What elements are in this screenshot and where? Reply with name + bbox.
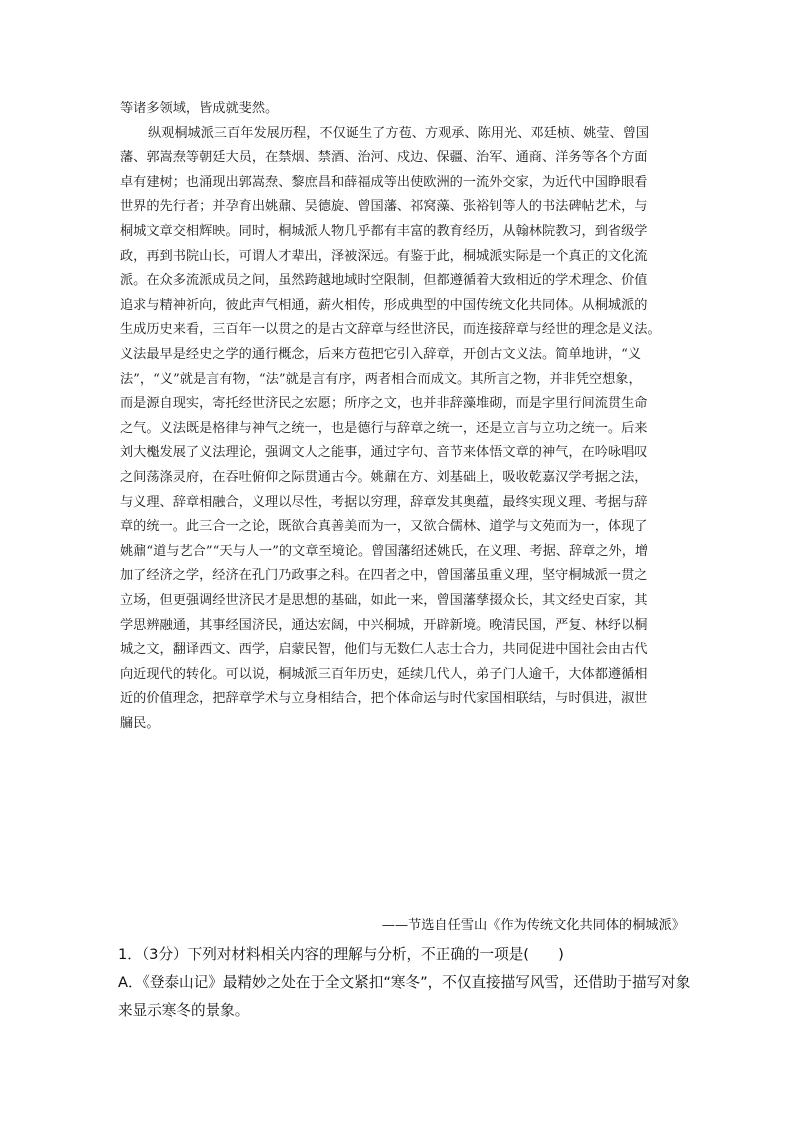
passage-line: 城之文，翻译西文、西学，启蒙民智，他们与无数仁人志士合力，共同促进中国社会由古代 — [120, 642, 648, 658]
passage-line: 世界的先行者；并孕育出姚鼐、吴德旋、曾国藩、祁窝藻、张裕钊等人的书法碑帖艺术，与 — [120, 199, 648, 215]
passage-line: 追求与精神祈向，彼此声气相通，薪火相传，形成典型的中国传统文化共同体。从桐城派的 — [120, 297, 648, 313]
passage-line: 而是源自现实，寄托经世济民之宏愿；所序之文，也并非辞藻堆砌，而是字里行间流贯生命 — [120, 396, 648, 412]
passage-line: 章的统一。此三合一之论，既欲合真善美而为一，又欲合儒林、道学与文苑而为一，体现了 — [120, 519, 648, 535]
passage-source: ——节选自任雪山《作为传统文化共同体的桐城派》 — [381, 918, 685, 933]
passage-line: 义法最早是经史之学的通行概念，后来方苞把它引入辞章，开创古文义法。简单地讲，“义 — [120, 347, 642, 362]
option-a-line-1: A．《登泰山记》最精妙之处在于全文紧扣“寒冬”，不仅直接描写风雪，还借助于描写对象 — [118, 974, 691, 991]
passage-line: 纵观桐城派三百年发展历程，不仅诞生了方苞、方观承、陈用光、邓廷桢、姚莹、曾国 — [148, 125, 650, 141]
question-stem: 1．（3分）下列对材料相关内容的理解与分析，不正确的一项是( ) — [118, 946, 564, 963]
passage-line: 藩、郭嵩焘等朝廷大员，在禁烟、禁酒、治河、戍边、保疆、治军、通商、洋务等各个方面 — [120, 150, 648, 166]
passage-line: 姚鼐“道与艺合”“天与人一”的文章至境论。曾国藩绍述姚氏，在义理、考据、辞章之外，增 — [120, 543, 649, 559]
passage-line: 向近现代的转化。可以说，桐城派三百年历史，延续几代人，弟子门人逾千，大体都遵循相 — [120, 666, 648, 682]
passage-line: 卓有建树；也涌现出郭嵩焘、黎庶昌和薛福成等出使欧洲的一流外交家，为近代中国睁眼看 — [120, 174, 648, 190]
passage-line: 之间荡涤灵府，在吞吐俯仰之际贯通古今。姚鼐在方、刘基础上，吸收乾嘉汉学考据之法， — [120, 470, 648, 485]
passage-line: 派。在众多流派成员之间，虽然跨越地域时空限制，但都遵循着大致相近的学术理念、价值 — [120, 273, 648, 289]
option-a-line-2: 来显示寒冬的景象。 — [118, 1002, 250, 1019]
passage-line: 之气。义法既是格律与神气之统一，也是德行与辞章之统一，还是立言与立功之统一。后来 — [120, 420, 648, 436]
passage-line: 等诸多领域，皆成就斐然。 — [120, 101, 279, 116]
passage-line: 政，再到书院山长，可谓人才辈出，泽被深远。有鉴于此，桐城派实际是一个真正的文化流 — [120, 248, 648, 264]
passage-line: 刘大櫆发展了义法理论，强调文人之能事，通过字句、音节来体悟文章的神气，在吟咏唱叹 — [120, 445, 648, 461]
passage-line: 加了经济之学，经济在孔门乃政事之科。在四者之中，曾国藩虽重义理，坚守桐城派一贯之 — [120, 568, 648, 584]
passage-line: 近的价值理念，把辞章学术与立身相结合，把个体命运与时代家国相联结，与时俱进，淑世 — [120, 691, 648, 707]
passage-line: 牖民。 — [120, 716, 160, 731]
passage-line: 学思辨融通，其事经国济民，通达宏阔，中兴桐城，开辟新境。晚清民国，严复、林纾以桐 — [120, 617, 648, 633]
passage-line: 桐城文章交相辉映。同时，桐城派人物几乎都有丰富的教育经历，从翰林院教习，到省级学 — [120, 224, 648, 239]
passage-line: 法”，“义”就是言有物，“法”就是言有序，两者相合而成文。其所言之物，并非凭空想象， — [120, 371, 642, 387]
passage-line: 与义理、辞章相融合，义理以尽性，考据以穷理，辞章发其奥蕴，最终实现义理、考据与辞 — [120, 494, 648, 510]
passage-line: 立场，但更强调经世济民才是思想的基础，如此一来，曾国藩孳掇众长，其文经史百家，其 — [120, 593, 648, 608]
passage-line: 生成历史来看，三百年一以贯之的是古文辞章与经世济民，而连接辞章与经世的理念是义法。 — [120, 322, 661, 338]
